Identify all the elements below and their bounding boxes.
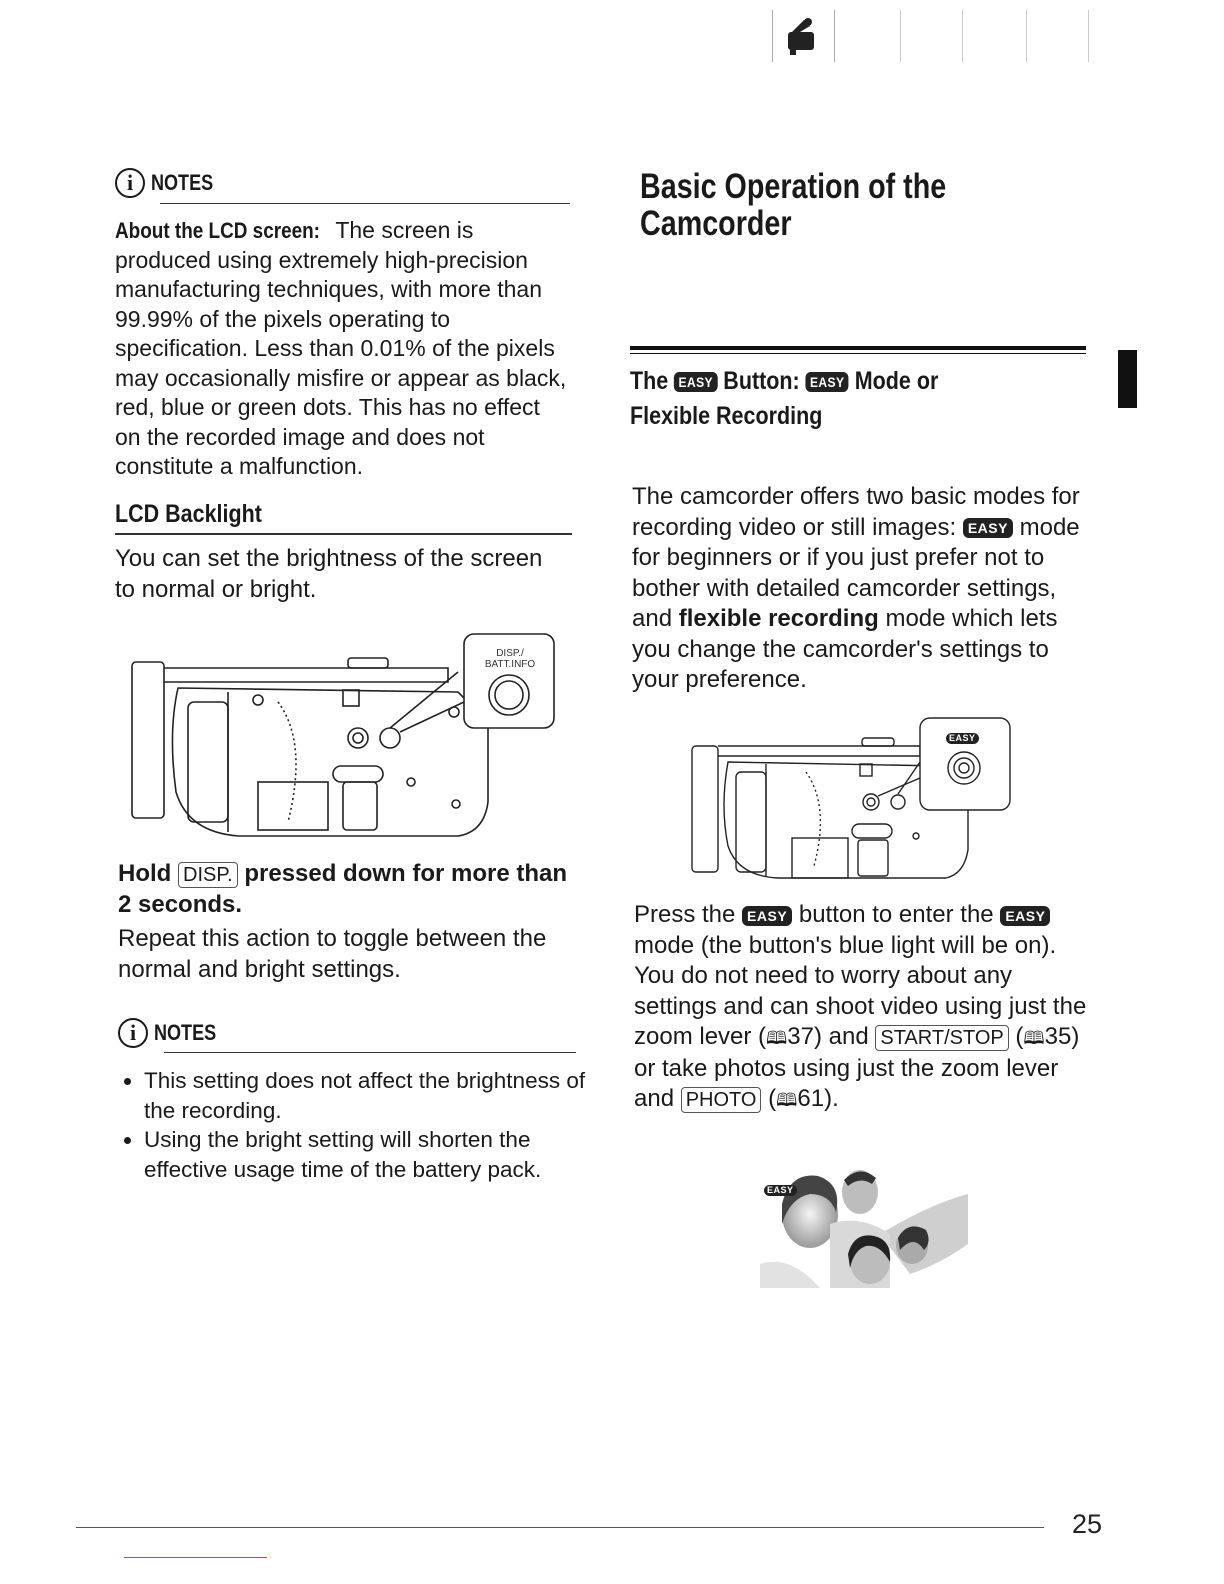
camcorder-mode-icon (782, 14, 822, 58)
camcorder-diagram-easy (688, 716, 1014, 884)
photo-key: PHOTO (681, 1087, 762, 1113)
page-number: 25 (1072, 1509, 1103, 1539)
backlight-intro: You can set the brightness of the screen to normal or bright. (115, 545, 543, 603)
disp-instruction: Hold DISP. pressed down for more than 2 seconds. (118, 860, 568, 918)
disp-key: DISP. (178, 862, 238, 888)
list-item: • This setting does not affect the brightness of the recording. (144, 1066, 604, 1125)
backlight-notes-list (118, 1066, 604, 1184)
list-item: • Using the bright setting will shorten the effective usage time of the battery pack. (144, 1125, 604, 1184)
easy-mode-paragraph: Press the EASY button to enter the EASY mode (the button's blue light will be on). You do not need to worry about any settings and can shoot video using just the zoom lever (🕮37) and START/STOP (🕮35) or take photos using just the zoom lever and PHOTO (🕮61). (634, 901, 1087, 1112)
note-lead: About the LCD screen: (115, 218, 320, 243)
lcd-screen-note (115, 216, 571, 482)
repeat-text: Repeat this action to toggle between the normal and bright settings. (118, 925, 547, 983)
info-icon: i (115, 168, 145, 198)
notes-label: NOTES (154, 1020, 217, 1045)
book-icon: 🕮 (776, 1090, 798, 1110)
family-photo (760, 1164, 970, 1288)
easy-icon: EASY (963, 518, 1013, 538)
easy-icon: EASY (806, 372, 849, 392)
camcorder-diagram-disp (128, 632, 560, 842)
notes-label: NOTES (151, 170, 214, 195)
note-text: The screen is produced using extremely high-precision manufacturing techniques, with more than 99.99% of the pixels operating to specification. Less than 0.01% of the pixels may occasionally misfire or appear as black, red, blue or green dots. This has no effect on the recorded image and does not constitute a malfunction. (115, 217, 567, 479)
section-heading: The EASY Button: EASY Mode or Flexible Recording (630, 367, 939, 430)
info-icon: i (118, 1018, 148, 1048)
section-tab-marker (1118, 350, 1137, 408)
notes-heading-2 (118, 1018, 230, 1048)
notes-heading (115, 168, 227, 198)
easy-badge-photo: EASY (764, 1185, 797, 1196)
start-stop-key: START/STOP (875, 1025, 1008, 1051)
page-title: Basic Operation of the Camcorder (640, 167, 947, 243)
easy-icon: EASY (742, 906, 792, 926)
modes-paragraph: The camcorder offers two basic modes for recording video or still images: EASY mode for beginners or if you just prefer not to bother with detailed camcorder settings, and flexible recording mode which lets you change the camcorder's settings to your preference. (632, 483, 1080, 693)
easy-icon: EASY (674, 372, 717, 392)
lcd-backlight-heading: LCD Backlight (115, 500, 262, 528)
easy-icon: EASY (1000, 906, 1050, 926)
easy-icon: EASY (946, 733, 979, 744)
disp-batt-label: DISP./ BATT.INFO (484, 648, 536, 670)
book-icon: 🕮 (1023, 1028, 1045, 1048)
book-icon: 🕮 (766, 1028, 788, 1048)
